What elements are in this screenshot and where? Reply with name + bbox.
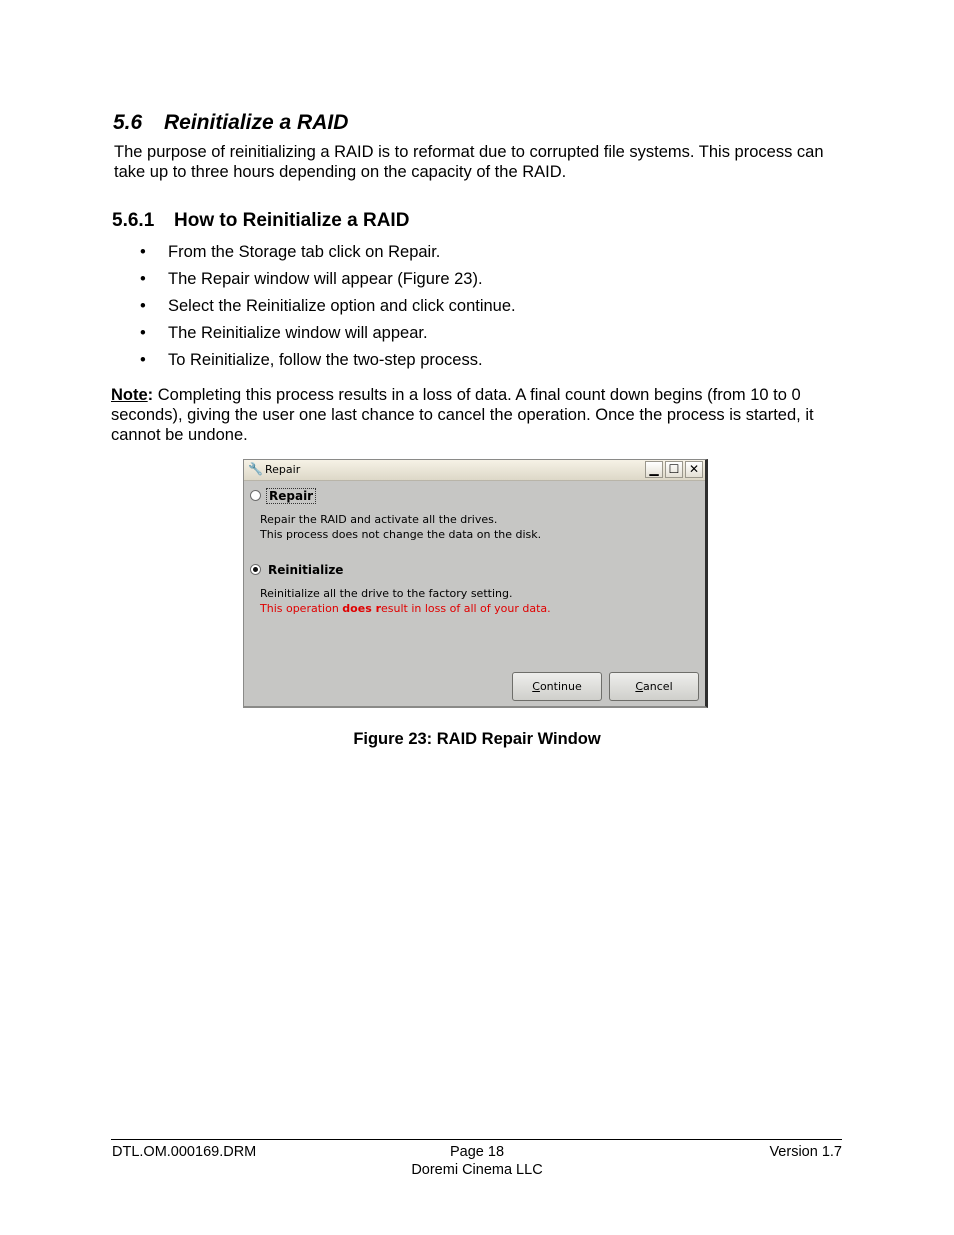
steps-list: [140, 242, 516, 377]
continue-button[interactable]: Continue: [512, 672, 602, 701]
subsection-title: How to Reinitialize a RAID: [174, 210, 410, 231]
list-item: • The Reinitialize window will appear.: [140, 324, 428, 342]
note-paragraph: Note: Completing this process results in a loss of data. A final count down begins (from 10 to 0 seconds), giving the user one last chance to cancel the operation. Once the process is started, it cannot be undone.: [111, 386, 814, 444]
section-number: 5.6: [113, 111, 143, 134]
reinitialize-description: Reinitialize all the drive to the factory setting. This operation does result in loss of all of your data.: [260, 587, 551, 615]
bullet-icon: •: [140, 243, 146, 261]
list-item: • Select the Reinitialize option and click continue.: [140, 297, 516, 315]
data-loss-warning: This operation does result in loss of all of your data.: [260, 602, 551, 615]
figure-caption: Figure 23: RAID Repair Window: [353, 730, 601, 748]
list-item: • The Repair window will appear (Figure 23).: [140, 270, 483, 288]
section-heading: [113, 111, 348, 135]
list-item: • From the Storage tab click on Repair.: [140, 243, 441, 261]
bullet-icon: •: [140, 297, 146, 315]
bullet-icon: •: [140, 324, 146, 342]
footer-divider: [111, 1139, 842, 1140]
bullet-icon: •: [140, 351, 146, 369]
subsection-heading: [112, 210, 409, 232]
note-text: Completing this process results in a loss of data. A final count down begins (from 10 to 0 seconds), giving the user one last chance to cancel the operation. Once the process is started, it cannot be undone.: [111, 386, 814, 444]
section-title: Reinitialize a RAID: [164, 111, 349, 134]
repair-radio[interactable]: [250, 490, 261, 501]
minimize-button[interactable]: ▁: [645, 461, 663, 478]
window-title: Repair: [265, 463, 301, 476]
close-button[interactable]: ✕: [685, 461, 703, 478]
cancel-button[interactable]: Cancel: [609, 672, 699, 701]
footer-version: Version 1.7: [769, 1144, 842, 1160]
wrench-icon: 🔧: [248, 462, 263, 476]
intro-paragraph: The purpose of reinitializing a RAID is to reformat due to corrupted file systems. This process can take up to three hours depending on the capacity of the RAID.: [114, 143, 824, 181]
repair-window: [243, 459, 708, 708]
repair-description: Repair the RAID and activate all the drives. This process does not change the data on the disk.: [260, 513, 542, 541]
list-item: • To Reinitialize, follow the two-step process.: [140, 351, 483, 369]
bullet-icon: •: [140, 270, 146, 288]
company-name: Doremi Cinema LLC: [411, 1162, 543, 1178]
reinitialize-option-label[interactable]: Reinitialize: [268, 563, 344, 577]
window-titlebar[interactable]: [244, 460, 705, 481]
subsection-number: 5.6.1: [112, 210, 155, 231]
note-label: Note: [111, 386, 148, 404]
page-number: Page 18: [449, 1144, 505, 1160]
repair-option-label[interactable]: Repair: [266, 488, 316, 504]
footer-doc-id: DTL.OM.000169.DRM: [112, 1144, 257, 1160]
maximize-button[interactable]: ☐: [665, 461, 683, 478]
reinitialize-radio[interactable]: [250, 564, 261, 575]
